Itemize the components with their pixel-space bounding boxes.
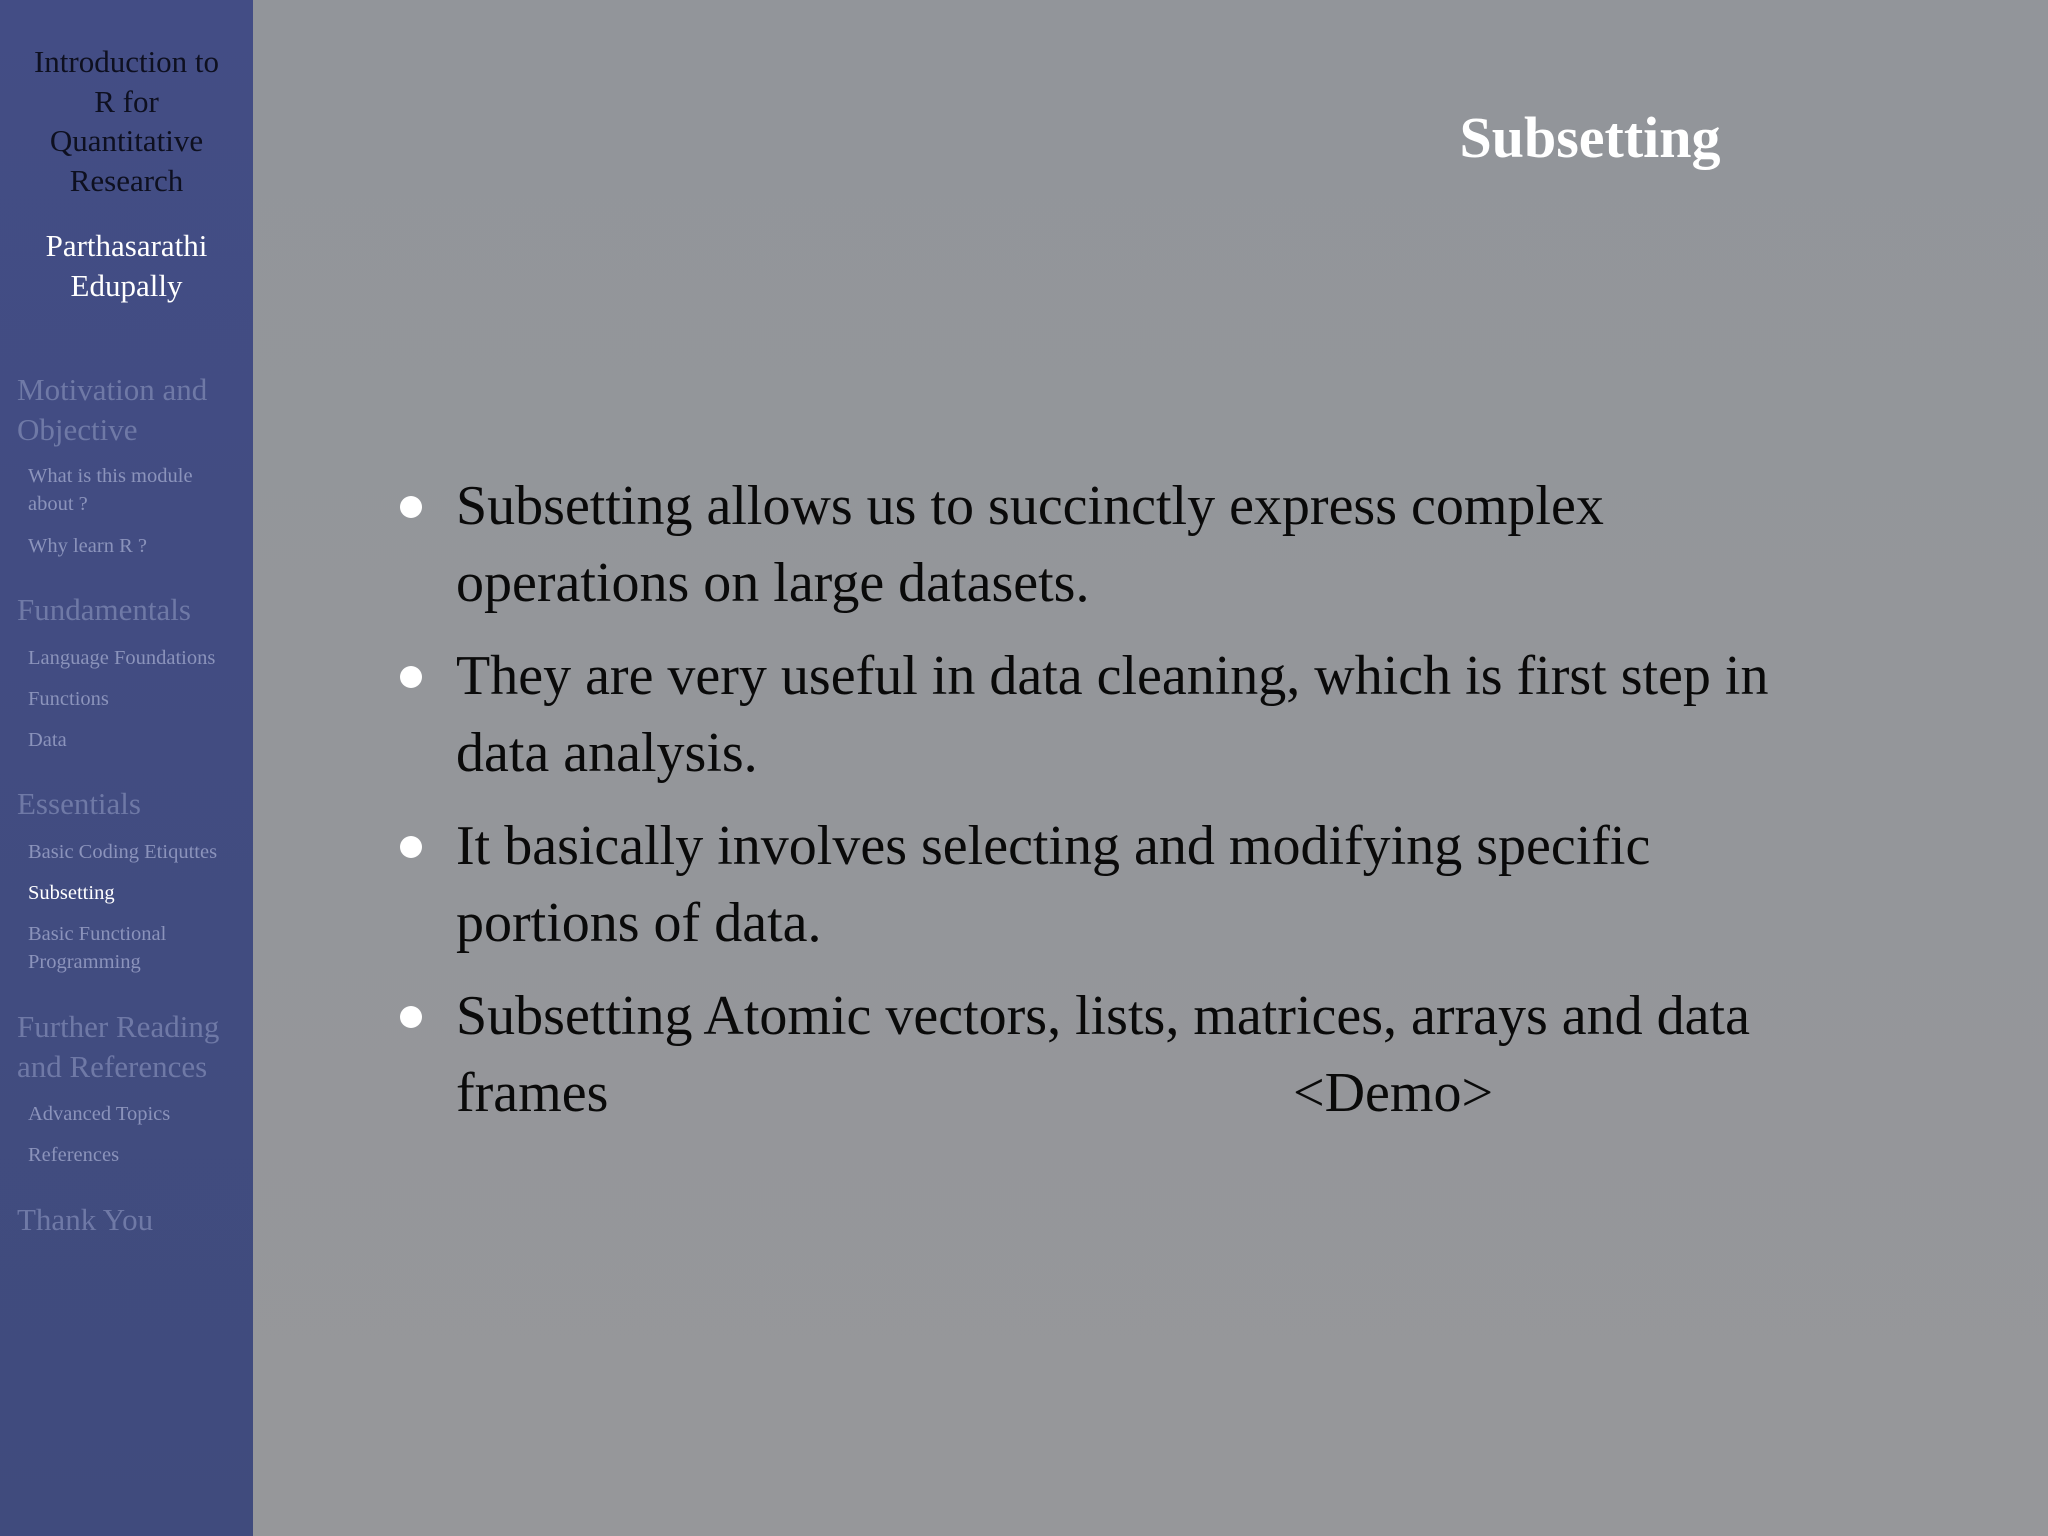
nav-item-label: about ?	[28, 493, 88, 515]
bullet-text-line: They are very useful in data cleaning, which is first step in	[456, 645, 1769, 707]
nav-item-label: Basic Coding Etiquttes	[28, 841, 218, 863]
nav-section-label: and References	[17, 1048, 208, 1084]
nav-item-data[interactable]	[28, 726, 250, 754]
bullet-icon	[400, 1006, 422, 1028]
nav-item-label: References	[28, 1144, 120, 1166]
presentation-title-line: Research	[69, 162, 184, 198]
author-name-line: Parthasarathi	[45, 228, 208, 263]
nav-section-essentials[interactable]	[17, 784, 249, 824]
nav-item-label: Advanced Topics	[28, 1103, 171, 1125]
nav-item-references[interactable]	[28, 1141, 250, 1169]
nav-item-why-learn-r[interactable]	[28, 532, 250, 560]
demo-tag: <Demo>	[1293, 1062, 1494, 1124]
nav-section-label: Motivation and	[17, 372, 208, 407]
bullet-text-line: frames	[456, 1062, 609, 1124]
nav-section-label: Thank You	[17, 1202, 154, 1237]
sidebar-nav	[0, 0, 253, 1536]
nav-item-label: Data	[28, 729, 67, 751]
nav-item-label: Language Foundations	[28, 647, 216, 669]
nav-item-subsetting[interactable]	[28, 879, 250, 907]
nav-item-label: Programming	[28, 951, 141, 973]
bullet-item	[395, 468, 1955, 622]
nav-item-label: Functions	[28, 688, 109, 710]
nav-section-fundamentals[interactable]	[17, 590, 249, 630]
nav-item-label: Basic Functional	[28, 923, 167, 945]
nav-item-functions[interactable]	[28, 685, 250, 713]
bullet-text-line: data analysis.	[456, 722, 758, 784]
nav-item-basic-functional-programming[interactable]	[28, 920, 250, 976]
author-name-line: Edupally	[70, 267, 183, 303]
nav-section-further-reading[interactable]	[17, 1007, 249, 1086]
nav-item-label: Why learn R ?	[28, 535, 147, 557]
bullet-icon	[400, 836, 422, 858]
nav-section-label: Objective	[17, 411, 138, 447]
nav-section-label: Further Reading	[17, 1009, 220, 1044]
bullet-icon	[400, 666, 422, 688]
nav-section-motivation[interactable]	[17, 370, 249, 449]
presentation-title-line: Quantitative	[49, 123, 204, 158]
bullet-item	[395, 638, 1955, 792]
bullet-icon	[400, 496, 422, 518]
frame-title: Subsetting	[1459, 105, 1721, 170]
nav-section-label: Fundamentals	[17, 592, 191, 627]
bullet-item	[395, 808, 1955, 962]
sidebar	[0, 0, 253, 1536]
nav-item-language-foundations[interactable]	[28, 644, 250, 672]
presentation-title-line: Introduction to	[33, 44, 220, 79]
nav-section-thank-you[interactable]	[17, 1200, 249, 1240]
nav-item-label: Subsetting	[28, 882, 115, 904]
nav-item-advanced-topics[interactable]	[28, 1100, 250, 1128]
bullet-text-line: Subsetting allows us to succinctly express complex	[456, 475, 1604, 537]
nav-section-label: Essentials	[17, 786, 141, 821]
bullet-list	[395, 468, 1955, 1148]
presentation-title-line: R for	[94, 83, 159, 119]
nav-item-basic-coding-etiquettes[interactable]	[28, 838, 250, 866]
bullet-text-line: operations on large datasets.	[456, 552, 1090, 614]
nav-item-what-is-this-module[interactable]	[28, 462, 250, 518]
bullet-item	[395, 978, 1955, 1132]
bullet-text-line: It basically involves selecting and modifying specific	[456, 815, 1651, 877]
bullet-text-line: Subsetting Atomic vectors, lists, matrices, arrays and data	[456, 985, 1750, 1047]
nav-item-label: What is this module	[28, 465, 193, 487]
bullet-text-line: portions of data.	[456, 892, 822, 954]
